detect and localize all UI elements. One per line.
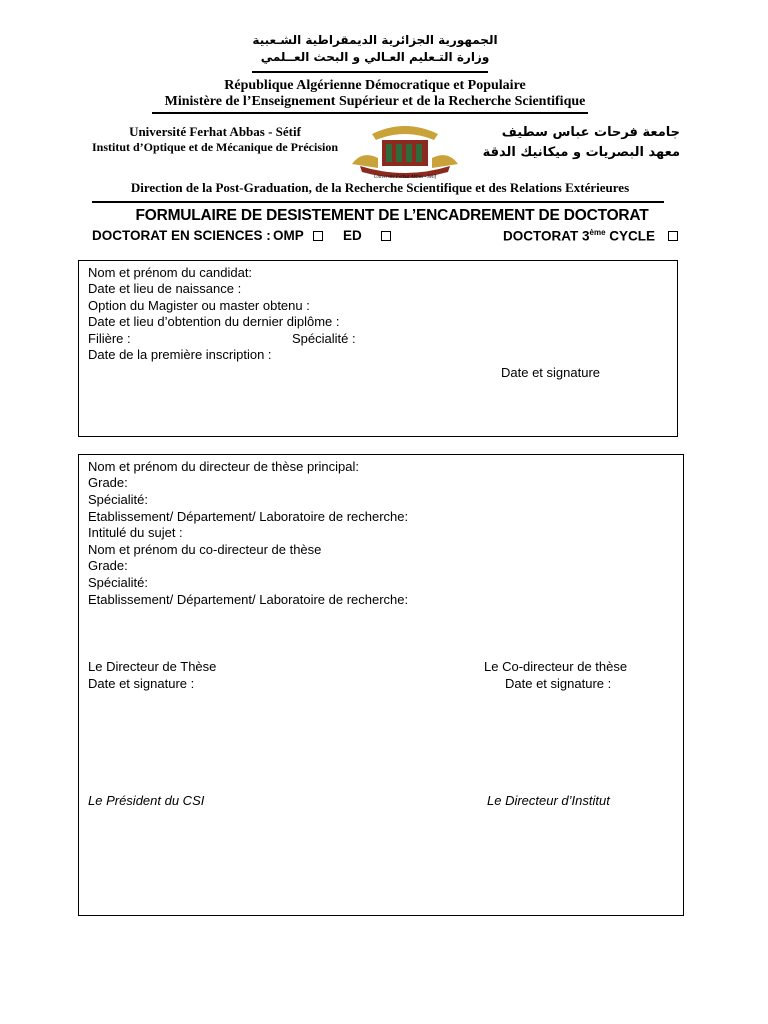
ed-label: ED bbox=[343, 228, 362, 243]
thesis-director-label: Le Directeur de Thèse bbox=[88, 659, 217, 674]
candidate-name-label: Nom et prénom du candidat: bbox=[88, 265, 253, 280]
subject-title-label: Intitulé du sujet : bbox=[88, 525, 183, 540]
co-director-signature-label: Date et signature : bbox=[505, 676, 612, 691]
university-name: Université Ferhat Abbas - Sétif bbox=[129, 124, 301, 139]
co-director-name-label: Nom et prénom du co-directeur de thèse bbox=[88, 542, 322, 557]
omp-label: OMP bbox=[273, 228, 304, 243]
candidate-diploma-label: Date et lieu d’obtention du dernier diplôme : bbox=[88, 314, 340, 329]
header-rule-top bbox=[252, 71, 488, 73]
candidate-birth-label: Date et lieu de naissance : bbox=[88, 281, 242, 296]
director-etablissement-label: Etablissement/ Département/ Laboratoire de recherche: bbox=[88, 509, 409, 524]
candidate-filiere-label: Filière : bbox=[88, 331, 131, 346]
arabic-ministry-title: وزارة التـعليم العـالي و البحث العــلمي bbox=[260, 50, 490, 64]
director-grade-label: Grade: bbox=[88, 475, 128, 490]
header-rule-middle bbox=[152, 112, 588, 114]
co-director-etablissement-label: Etablissement/ Département/ Laboratoire de recherche: bbox=[88, 592, 409, 607]
direction-title: Direction de la Post-Graduation, de la Recherche Scientifique et des Relations Extérieures bbox=[130, 180, 630, 195]
republic-title: République Algérienne Démocratique et Populaire bbox=[224, 78, 526, 93]
csi-president-label: Le Président du CSI bbox=[88, 793, 205, 808]
doctorat-3-checkbox[interactable] bbox=[668, 231, 678, 241]
thesis-director-signature-label: Date et signature : bbox=[88, 676, 195, 691]
co-director-grade-label: Grade: bbox=[88, 558, 128, 573]
doctorat-sciences-label: DOCTORAT EN SCIENCES : bbox=[92, 228, 271, 243]
candidate-specialite-label: Spécialité : bbox=[292, 331, 356, 346]
director-specialite-label: Spécialité: bbox=[88, 492, 148, 507]
co-director-label: Le Co-directeur de thèse bbox=[484, 659, 628, 674]
ministry-title: Ministère de l’Enseignement Supérieur et de la Recherche Scientifique bbox=[164, 94, 586, 109]
arabic-republic-title: الجمهورية الجزائرية الديمقراطية الشـعبية bbox=[252, 33, 498, 47]
arabic-university-name: جامعة فرحات عباس سطيف bbox=[501, 125, 680, 140]
institute-name: Institut d’Optique et de Mécanique de Précision bbox=[92, 140, 338, 154]
university-logo bbox=[342, 120, 468, 180]
header-rule-bottom bbox=[92, 201, 664, 203]
ed-checkbox[interactable] bbox=[381, 231, 391, 241]
institute-director-label: Le Directeur d’Institut bbox=[487, 793, 610, 808]
candidate-option-label: Option du Magister ou master obtenu : bbox=[88, 298, 310, 313]
arabic-institute-name: معهد البصريات و ميكانيك الدقة bbox=[482, 145, 680, 160]
doctorat-3-superscript: ème bbox=[589, 228, 606, 237]
director-name-label: Nom et prénom du directeur de thèse principal: bbox=[88, 459, 359, 474]
doctorat-3-label: DOCTORAT 3ème CYCLE bbox=[503, 228, 656, 244]
form-title: FORMULAIRE DE DESISTEMENT DE L’ENCADREMENT DE DOCTORAT bbox=[135, 207, 649, 224]
candidate-inscription-label: Date de la première inscription : bbox=[88, 347, 272, 362]
omp-checkbox[interactable] bbox=[313, 231, 323, 241]
candidate-signature-label: Date et signature bbox=[501, 365, 601, 380]
co-director-specialite-label: Spécialité: bbox=[88, 575, 148, 590]
svg-text:Université Ferhat Abbas - Séti: Université Ferhat Abbas - Sétif bbox=[373, 175, 437, 180]
